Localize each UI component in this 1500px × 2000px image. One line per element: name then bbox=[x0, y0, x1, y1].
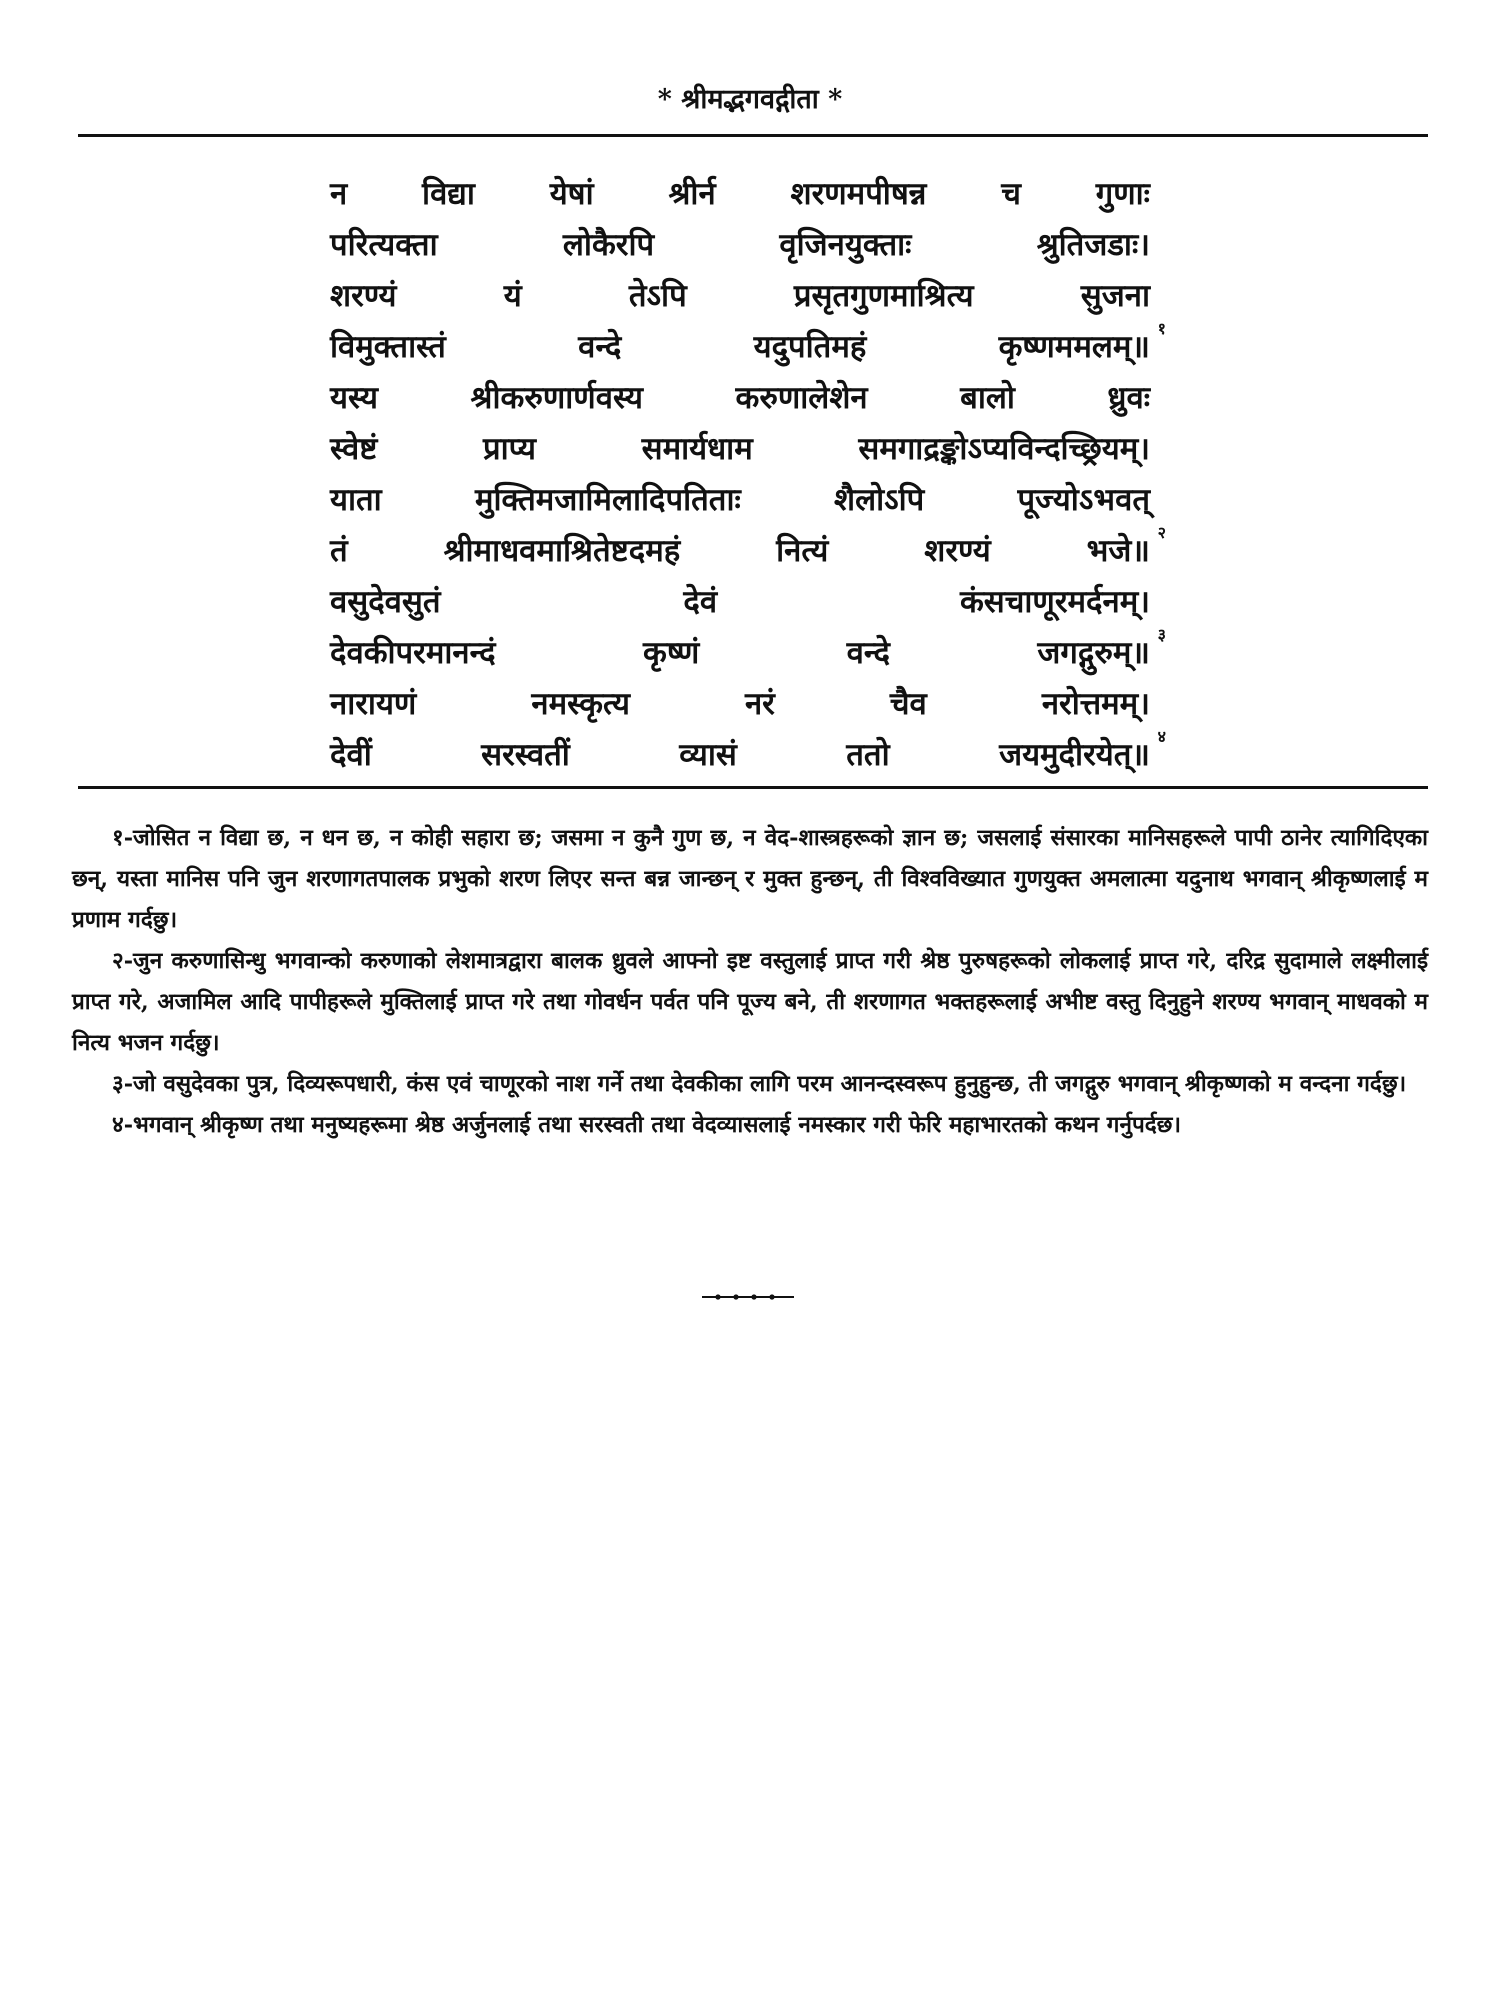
commentary-note: ४-भगवान् श्रीकृष्ण तथा मनुष्यहरूमा श्रेष्ठ अर्जुनलाई तथा सरस्वती तथा वेदव्यासलाई नमस्कार गरी फेरि महाभारतको कथन गर्नुपर्दछ। bbox=[112, 1112, 1181, 1138]
verse-line bbox=[330, 319, 1166, 372]
verse-line bbox=[330, 423, 1150, 474]
verse-word: च bbox=[1001, 175, 1021, 212]
commentary-note: २-जुन करुणासिन्धु भगवान्को करुणाको लेशमात्रद्वारा बालक ध्रुवले आफ्नो इष्ट वस्तुलाई प्राप्त गरी श्रेष्ठ पुरुषहरूको लोकलाई प्राप्त गरे, दरिद्र सुदामाले लक्ष्मीलाई प्राप्त गरे, अजामिल आदि पापीहरूले मुक्तिलाई प्राप्त गरे तथा गोवर्धन पर्वत पनि पूज्य बने, ती शरणागत भक्तहरूलाई अभीष्ट वस्तु दिनुहुने शरण्य भगवान् माधवको म नित्य भजन गर्दछु। bbox=[72, 948, 1428, 1056]
verse-word: येषां bbox=[549, 175, 594, 212]
verse-word: देवं bbox=[683, 583, 718, 620]
verse-line bbox=[330, 523, 1166, 576]
verse-word: वन्दे bbox=[578, 328, 622, 365]
verse-line bbox=[330, 219, 1150, 270]
verse-word: देवकीपरमानन्दं bbox=[330, 634, 496, 671]
verse-word: प्राप्य bbox=[483, 430, 536, 467]
verse-word: कृष्णं bbox=[643, 634, 700, 671]
verse-word: श्रुतिजडाः। bbox=[1036, 226, 1150, 263]
verse-word: सरस्वतीं bbox=[481, 736, 570, 773]
verse-word: गुणाः bbox=[1095, 175, 1150, 212]
verse-word: श्रीमाधवमाश्रितेष्टदमहं bbox=[443, 532, 681, 569]
verse-word: वसुदेवसुतं bbox=[330, 583, 441, 620]
verse-line bbox=[330, 576, 1150, 627]
verse-word: शैलोऽपि bbox=[833, 481, 925, 518]
verse-word: चैव bbox=[889, 685, 927, 722]
commentary-note: ३-जो वसुदेवका पुत्र, दिव्यरूपधारी, कंस एवं चाणूरको नाश गर्ने तथा देवकीका लागि परम आनन्दस्वरूप हुनुहुन्छ, ती जगद्गुरु भगवान् श्रीकृष्णको म वन्दना गर्दछु। bbox=[112, 1071, 1407, 1097]
verse-word: शरणमपीषन्न bbox=[790, 175, 927, 212]
verse-word: श्रीर्न bbox=[668, 175, 716, 212]
verse-word: समगाद्रङ्कोऽप्यविन्दच्छ्रियम्। bbox=[858, 430, 1150, 467]
verse-word: ध्रुवः bbox=[1107, 379, 1150, 416]
verse-line bbox=[330, 678, 1150, 729]
verse-line bbox=[330, 727, 1166, 780]
verse-number: ४ bbox=[1157, 727, 1166, 746]
verse-word: भजे॥ bbox=[1086, 532, 1150, 569]
verse-word: जयमुदीरयेत्॥ bbox=[999, 736, 1150, 773]
verse-word: याता bbox=[330, 481, 382, 518]
verse-word: मुक्तिमजामिलादिपतिताः bbox=[474, 481, 741, 518]
verse-word: स्वेष्टं bbox=[330, 430, 378, 467]
verse-word: विद्या bbox=[422, 175, 475, 212]
verse-word: ततो bbox=[846, 736, 890, 773]
verse-number: १ bbox=[1157, 319, 1166, 338]
verse-word: शरण्यं bbox=[924, 532, 991, 569]
verse-word: सुजना bbox=[1080, 277, 1150, 314]
verse-word: कंसचाणूरमर्दनम्। bbox=[959, 583, 1150, 620]
verse-word: यस्य bbox=[330, 379, 379, 416]
verse-word: यदुपतिमहं bbox=[753, 328, 867, 365]
verse-word: प्रसृतगुणमाश्रित्य bbox=[793, 277, 974, 314]
middle-divider bbox=[78, 786, 1428, 789]
end-ornament bbox=[700, 1292, 796, 1302]
verse-word: वन्दे bbox=[846, 634, 890, 671]
verse-word: नित्यं bbox=[776, 532, 829, 569]
verse-word: पूज्योऽभवत् bbox=[1017, 481, 1150, 518]
verse-word: विमुक्तास्तं bbox=[330, 328, 446, 365]
verse-number: २ bbox=[1157, 523, 1166, 542]
verse-word: लोकैरपि bbox=[562, 226, 655, 263]
verse-word: नरं bbox=[744, 685, 775, 722]
verse-word: यं bbox=[503, 277, 522, 314]
verse-word: नमस्कृत्य bbox=[531, 685, 630, 722]
verse-word: शरण्यं bbox=[330, 277, 397, 314]
verse-word: नरोत्तमम्। bbox=[1041, 685, 1150, 722]
page-header-title: * श्रीमद्भगवद्गीता * bbox=[657, 84, 843, 115]
nepali-commentary bbox=[72, 818, 1428, 1146]
verse-word: देवीं bbox=[330, 736, 372, 773]
verse-word: तं bbox=[330, 532, 348, 569]
verse-line bbox=[330, 625, 1166, 678]
verse-word: कृष्णममलम्॥ bbox=[998, 328, 1150, 365]
verse-word: समार्यधाम bbox=[641, 430, 753, 467]
verse-number: ३ bbox=[1157, 625, 1166, 644]
verse-line bbox=[330, 372, 1150, 423]
commentary-note: १-जोसित न विद्या छ, न धन छ, न कोही सहारा छ; जसमा न कुनै गुण छ, न वेद-शास्त्रहरूको ज्ञान छ; जसलाई संसारका मानिसहरूले पापी ठानेर त्यागिदिएका छन्, यस्ता मानिस पनि जुन शरणागतपालक प्रभुको शरण लिएर सन्त बन्न जान्छन् र मुक्त हुन्छन्, ती विश्वविख्यात गुणयुक्त अमलात्मा यदुनाथ भगवान् श्रीकृष्णलाई म प्रणाम गर्दछु। bbox=[72, 825, 1428, 933]
verse-word: परित्यक्ता bbox=[330, 226, 438, 263]
top-divider bbox=[78, 134, 1428, 137]
verse-word: न bbox=[330, 175, 348, 212]
verse-word: नारायणं bbox=[330, 685, 417, 722]
sanskrit-verses bbox=[330, 168, 1166, 780]
verse-word: व्यासं bbox=[679, 736, 737, 773]
verse-line bbox=[330, 168, 1150, 219]
verse-word: वृजिनयुक्ताः bbox=[779, 226, 912, 263]
verse-line bbox=[330, 270, 1150, 321]
verse-line bbox=[330, 474, 1150, 525]
verse-word: श्रीकरुणार्णवस्य bbox=[470, 379, 643, 416]
verse-word: तेऽपि bbox=[628, 277, 687, 314]
verse-word: बालो bbox=[960, 379, 1015, 416]
verse-word: जगद्गुरुम्॥ bbox=[1037, 634, 1150, 671]
verse-word: करुणालेशेन bbox=[735, 379, 868, 416]
